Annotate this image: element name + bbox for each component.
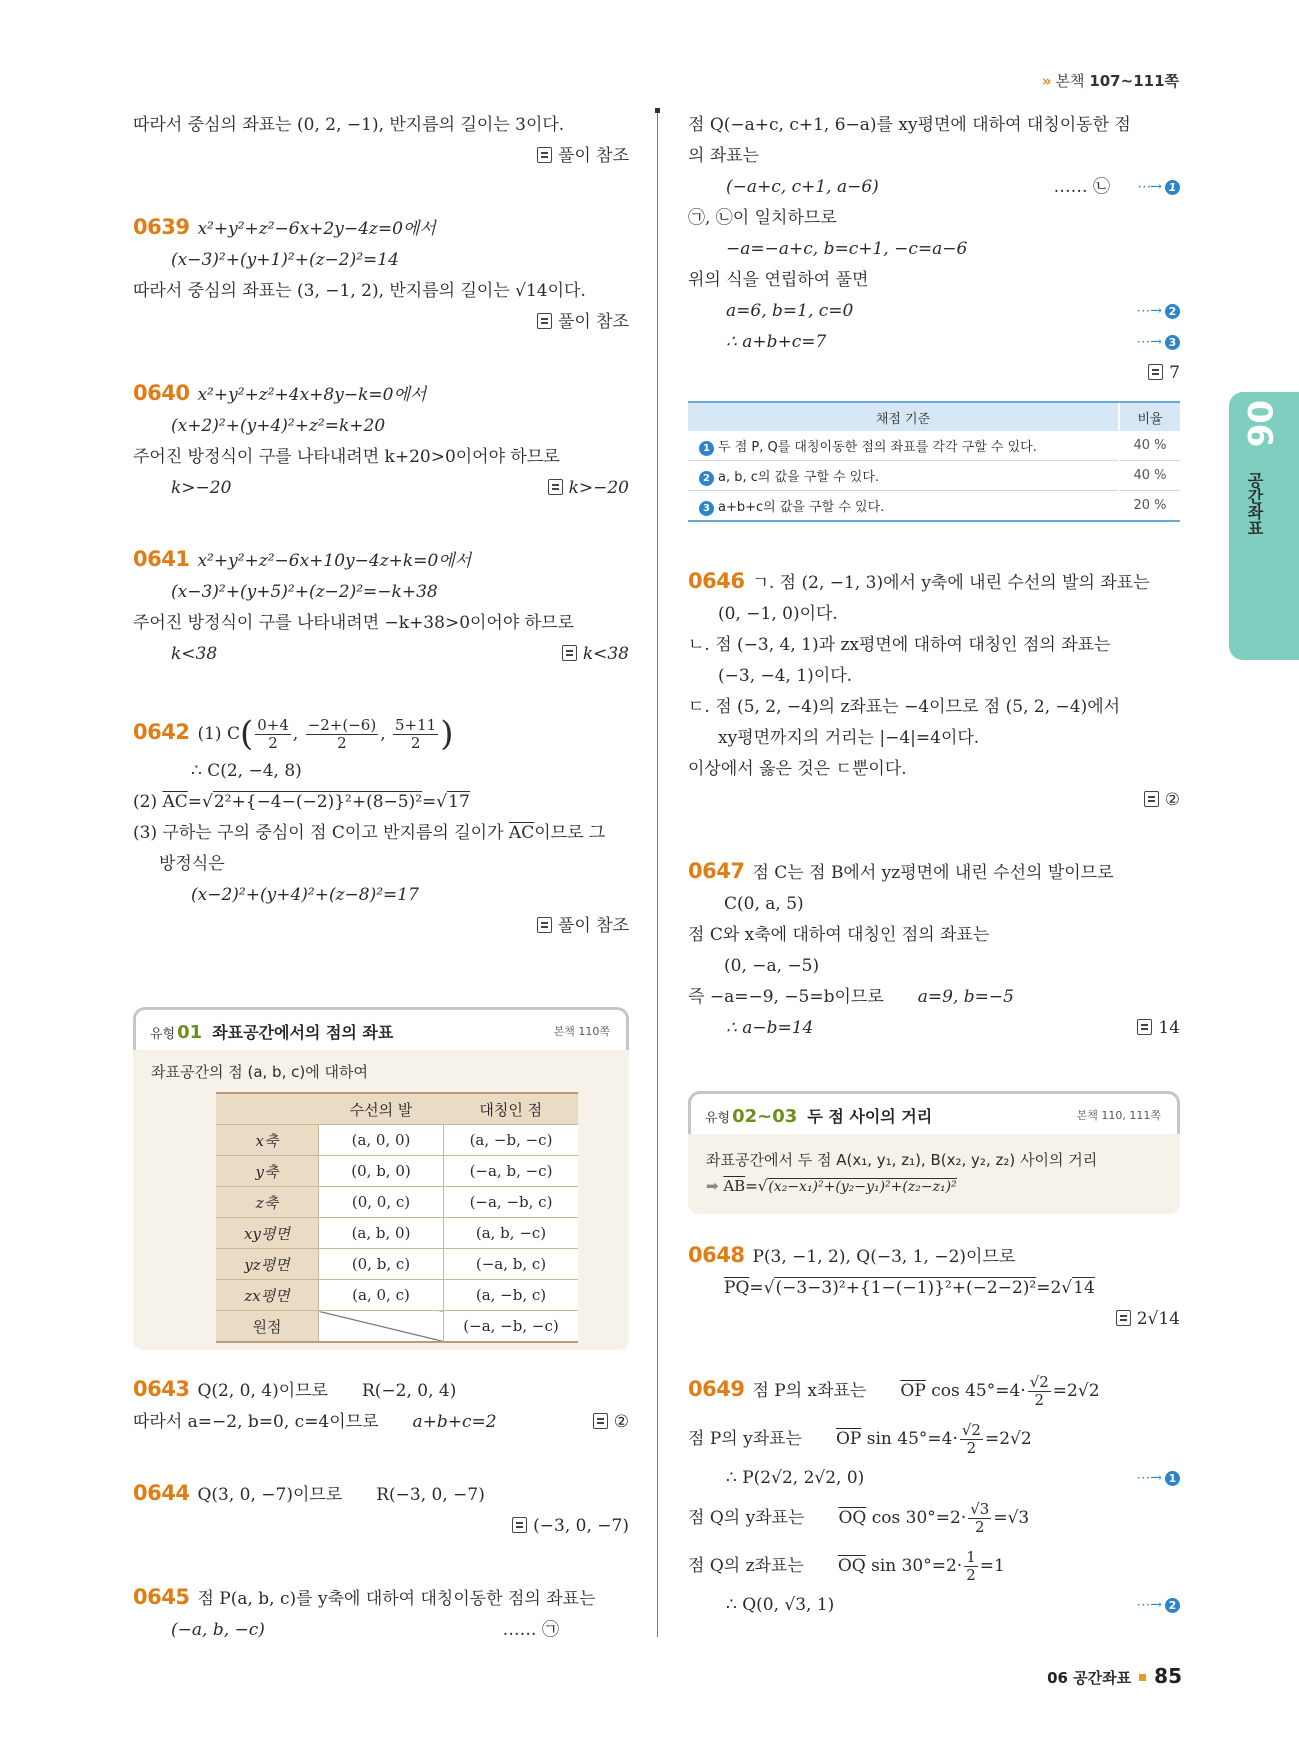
problem-number: 0647 — [688, 859, 745, 883]
chapter-tab[interactable]: 06 공간좌표 — [1229, 392, 1299, 660]
answer-icon — [548, 479, 563, 495]
table-row: zx평면 (a, 0, c) (a, −b, c) — [216, 1280, 578, 1311]
problem-0640: 0640 x²+y²+z²+4x+8y−k=0에서 (x+2)²+(y+4)²+z²=k+20 주어진 방정식이 구를 나타내려면 k+20>0이어야 하므로 k>−20 k>−20 — [133, 381, 629, 498]
left-column-bottom — [133, 1374, 629, 1646]
problem-0647: 0647 점 C는 점 B에서 yz평면에 내린 수선의 발이므로 C(0, a, 5) 점 C와 x축에 대하여 대칭인 점의 좌표는 (0, −a, −5) 즉 −a=−9, −5=b이므로 a=9, b=−5 ∴ a−b=14 14 — [688, 859, 1180, 1038]
concept-box-type0203: 유형 02~03 두 점 사이의 거리 본책 110, 111쪽 좌표공간에서 두 점 A(x₁, y₁, z₁), B(x₂, y₂, z₂) 사이의 거리 ➡ $\overline{AB}=√(x_2-x_1)^2+(y_2-y_1)^2+(z_2-z_1)^2$ — [688, 1092, 1180, 1214]
answer-icon — [562, 645, 577, 661]
step-marker: ⋯→ 1 — [1136, 1463, 1180, 1494]
answer-icon — [537, 313, 552, 329]
grading-table: 채점 기준 비율 1 두 점 P, Q를 대칭이동한 점의 좌표를 각각 구할 수 있다. 40 % 2 a, b, c의 값을 구할 수 있다. 40 % 3 a+b+c의 값을 구할 수 있다. 20 % — [688, 401, 1180, 522]
step-marker: ⋯→ 2 — [1136, 1590, 1180, 1621]
answer-icon — [1137, 1019, 1152, 1035]
step-marker: ⋯→ 3 — [1136, 327, 1180, 358]
problem-number: 0645 — [133, 1585, 190, 1609]
step-marker: ⋯→ 1 — [1136, 172, 1180, 203]
column-divider — [657, 112, 658, 1637]
problem-0643: 0643 Q(2, 0, 4)이므로 R(−2, 0, 4) 따라서 a=−2, b=0, c=4이므로 a+b+c=2 ② — [133, 1377, 629, 1432]
text-line: 따라서 중심의 좌표는 (0, 2, −1), 반지름의 길이는 3이다. — [133, 115, 565, 135]
right-column: 점 Q(−a+c, c+1, 6−a)를 xy평면에 대하여 대칭이동한 점 의 좌표는 (−a+c, c+1, a−6) …… ㉡ ⋯→ 1 ㉠, ㉡이 일치하므로 −a=−a+c, b=c+1, −c=a−6 위의 식을 연립하여 풀면 a=6, b=1, c=0 ⋯→ 2 ∴ a+b+c=7 ⋯→ 3 7 채점 기준 비율 1 두 점 P, Q를 대칭이동한 점의 좌표를 각각 구할 수 있다. 40 % 2 a, b, c의 값을 구할 수 있다. 40 % 3 a+b+c의 값을 구할 수 있다. 20 % 0646 ㄱ. 점 (2, −1, 3)에서 y축에 내린 수선의 발의 좌표는 (0, −1, 0)이다. ㄴ. 점 (−3, 4, 1)과 zx평면에 대하여 대칭인 점의 좌표는 (−3, −4, 1)이다. ㄷ. 점 (5, 2, −4)의 z좌표는 −4이므로 점 (5, 2, −4)에서 xy평면까지의 거리는 |−4|=4이다. 이상에서 옳은 것은 ㄷ뿐이다. ② 0647 점 C는 점 B에서 yz평면에 내린 수선의 발이므로 C(0, a, 5) 점 C와 x축에 대하여 대칭인 점의 좌표는 (0, −a, −5) 즉 −a=−9, −5=b이므로 a=9, b=−5 ∴ a−b=14 14 — [688, 110, 1180, 1044]
problem-number: 0643 — [133, 1377, 190, 1401]
problem-0648: 0648 P(3, −1, 2), Q(−3, 1, −2)이므로 $\overline{PQ}=√(-3-3)^2+\{1-(-1)\}^2+(-2-2)^2=2√14$ 2√14 — [688, 1243, 1180, 1329]
table-row: y축 (0, b, 0) (−a, b, −c) — [216, 1156, 578, 1187]
table-row: 3 a+b+c의 값을 구할 수 있다. 20 % — [688, 491, 1180, 522]
table-row: 1 두 점 P, Q를 대칭이동한 점의 좌표를 각각 구할 수 있다. 40 % — [688, 431, 1180, 461]
coordinate-table: 수선의 발 대칭인 점 x축 (a, 0, 0) (a, −b, −c) y축 (0, b, 0) (−a, b, −c) z축 (0, 0, c) (−a, −b, c) xy평면 (a, b, 0) (a, b, −c) yz평면 (0, b, c) (−a, b, c) zx평면 (a, 0, c) (a, −b, c) 원점 (−a, −b, −c) — [216, 1092, 578, 1343]
answer-icon — [593, 1413, 608, 1429]
table-row: z축 (0, 0, c) (−a, −b, c) — [216, 1187, 578, 1218]
problem-number: 0642 — [133, 720, 190, 744]
answer-icon — [512, 1517, 527, 1533]
problem-0639: 0639 x²+y²+z²−6x+2y−4z=0에서 (x−3)²+(y+1)²+(z−2)²=14 따라서 중심의 좌표는 (3, −1, 2), 반지름의 길이는 √14이다. 풀이 참조 — [133, 215, 629, 332]
problem-0641: 0641 x²+y²+z²−6x+10y−4z+k=0에서 (x−3)²+(y+5)²+(z−2)²=−k+38 주어진 방정식이 구를 나타내려면 −k+38>0이어야 하므로 k<38 k<38 — [133, 547, 629, 664]
problem-0645: 0645 점 P(a, b, c)를 y축에 대하여 대칭이동한 점의 좌표는 (−a, b, −c) …… ㉠ — [133, 1585, 596, 1640]
page-header: » 본책 107~111쪽 — [1041, 72, 1179, 90]
answer-icon — [537, 147, 552, 163]
problem-number: 0649 — [688, 1377, 745, 1401]
problem-0649: 0649 점 P의 x좌표는 $\overline{OP}$ cos 45°=4· $\frac{√2}{2}$ =2√2 점 P의 y좌표는 $\overline{OP}$ sin 45°=4· $\frac{√2}{2}$ =2√2 ∴ P(2√2, 2√2, 0) ⋯→ 1 점 Q의 y좌표는 $\overline{OQ}$ cos 30°=2· $\frac{√3}{2}$ =√3 점 Q의 z좌표는 $\overline{OQ}$ sin 30°=2· $\frac{1}{2}$ =1 ∴ Q(0, √3, 1) ⋯→ 2 — [688, 1365, 1180, 1621]
answer-icon — [1116, 1310, 1131, 1326]
answer-icon — [537, 917, 552, 933]
table-row: x축 (a, 0, 0) (a, −b, −c) — [216, 1125, 578, 1156]
answer-icon — [1148, 364, 1163, 380]
problem-0642: 0642 (1) C( $\frac{0+4}{2}$ , $\frac{-2+(-6)}{2}$ , $\frac{5+11}{2}$ ) ∴ C(2, −4, 8) (2) $\overline{AC}=√2^2+\{-4-(-2)\}^2+(8-5)^2=√17$ (3) 구하는 구의 중심이 점 C이고 반지름의 길이가 $\overline{AC}$이므로 그 방정식은 (x−2)²+(y+4)²+(z−8)²=17 풀이 참조 — [133, 714, 629, 936]
problem-number: 0646 — [688, 569, 745, 593]
problem-number: 0648 — [688, 1243, 745, 1267]
table-row: 2 a, b, c의 값을 구할 수 있다. 40 % — [688, 461, 1180, 491]
answer-icon — [1144, 791, 1159, 807]
diagonal-cell — [319, 1311, 444, 1343]
double-chevron-icon: » — [1041, 72, 1052, 90]
concept-box-type01: 유형 01 좌표공간에서의 점의 좌표 본책 110쪽 좌표공간의 점 (a, b, c)에 대하여 수선의 발 대칭인 점 x축 (a, 0, 0) (a, −b, −c) y축 (0, b, 0) (−a, b, −c) z축 (0, 0, c) (−a, −b, c) xy평면 (a, b, 0) (a, b, −c) yz평면 (0, b, c) (−a, b, c) zx평면 (a, 0, c) (a, −b, c) 원점 (−a, −b, −c) — [133, 1008, 629, 1350]
table-row: 원점 (−a, −b, −c) — [216, 1311, 578, 1343]
problem-0644: 0644 Q(3, 0, −7)이므로 R(−3, 0, −7) (−3, 0, −7) — [133, 1481, 629, 1536]
header-pages: 107~111쪽 — [1089, 72, 1179, 90]
problem-number: 0639 — [133, 215, 190, 239]
right-column-bottom — [688, 1240, 1180, 1621]
left-column — [133, 110, 629, 942]
problem-0646: 0646 ㄱ. 점 (2, −1, 3)에서 y축에 내린 수선의 발의 좌표는 (0, −1, 0)이다. ㄴ. 점 (−3, 4, 1)과 zx평면에 대하여 대칭인 점의 좌표는 (−3, −4, 1)이다. ㄷ. 점 (5, 2, −4)의 z좌표는 −4이므로 점 (5, 2, −4)에서 xy평면까지의 거리는 |−4|=4이다. 이상에서 옳은 것은 ㄷ뿐이다. ② — [688, 569, 1180, 810]
problem-number: 0644 — [133, 1481, 190, 1505]
step-marker: ⋯→ 2 — [1136, 296, 1180, 327]
table-row: xy평면 (a, b, 0) (a, b, −c) — [216, 1218, 578, 1249]
problem-number: 0640 — [133, 381, 190, 405]
answer: 풀이 참조 — [133, 141, 629, 172]
page-footer: 06 공간좌표 85 — [1047, 1664, 1182, 1688]
problem-number: 0641 — [133, 547, 190, 571]
square-bullet-icon — [1139, 1674, 1146, 1681]
page-number: 85 — [1154, 1664, 1182, 1688]
table-row: yz평면 (0, b, c) (−a, b, c) — [216, 1249, 578, 1280]
